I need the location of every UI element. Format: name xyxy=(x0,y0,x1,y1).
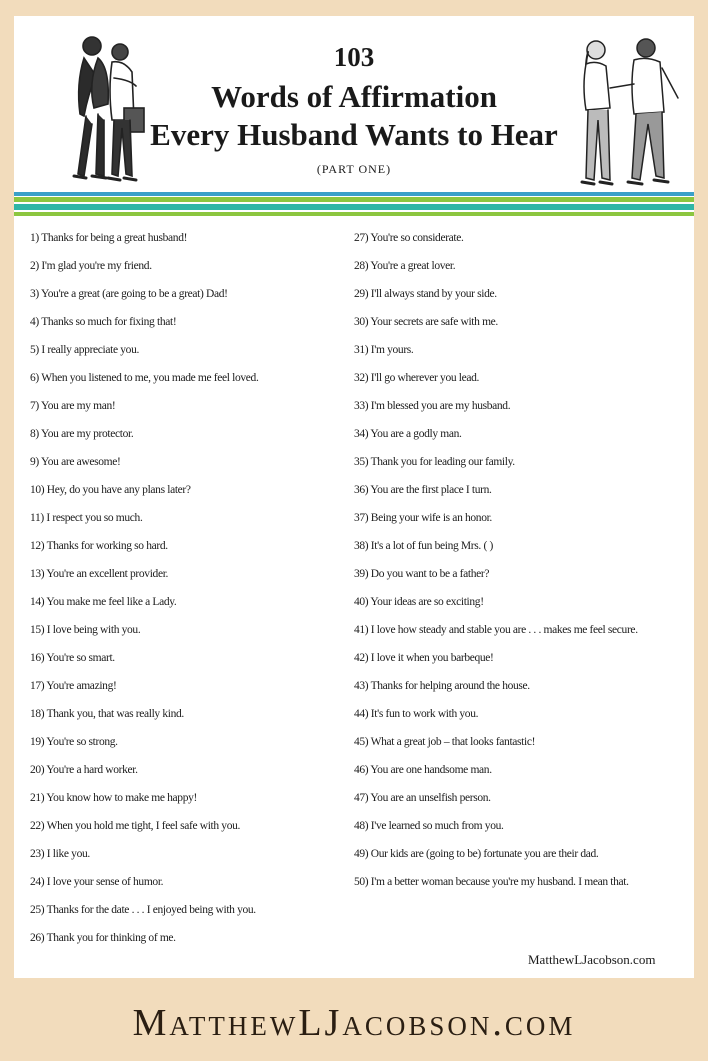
affirmation-item: 2) I'm glad you're my friend. xyxy=(30,260,152,272)
affirmation-item: 23) I like you. xyxy=(30,848,90,860)
affirmation-item: 13) You're an excellent provider. xyxy=(30,568,169,580)
title-line-2: Every Husband Wants to Hear xyxy=(150,117,558,152)
couple-walking-illustration-right xyxy=(566,28,694,196)
title-subtitle: (PART ONE) xyxy=(316,162,392,176)
affirmation-item: 10) Hey, do you have any plans later? xyxy=(30,484,191,496)
stripe-green xyxy=(14,197,694,202)
affirmation-item: 32) I'll go wherever you lead. xyxy=(354,372,480,384)
affirmations-left-column xyxy=(30,228,360,956)
affirmation-card xyxy=(14,16,694,978)
affirmation-item: 18) Thank you, that was really kind. xyxy=(30,708,184,720)
affirmation-item: 38) It's a lot of fun being Mrs. ( ) xyxy=(354,540,493,552)
affirmation-item: 27) You're so considerate. xyxy=(354,232,464,244)
affirmation-item: 44) It's fun to work with you. xyxy=(354,708,479,720)
affirmation-item: 45) What a great job – that looks fantastic! xyxy=(354,736,536,748)
affirmation-item: 37) Being your wife is an honor. xyxy=(354,512,492,524)
affirmation-item: 39) Do you want to be a father? xyxy=(354,568,490,580)
affirmation-item: 34) You are a godly man. xyxy=(354,428,462,440)
stripe-blue xyxy=(14,192,694,196)
affirmation-item: 43) Thanks for helping around the house. xyxy=(354,680,530,692)
website-banner: MatthewLJacobson.com xyxy=(132,1002,576,1044)
affirmation-item: 22) When you hold me tight, I feel safe with you. xyxy=(30,820,241,832)
affirmation-item: 40) Your ideas are so exciting! xyxy=(354,596,484,608)
affirmation-item: 3) You're a great (are going to be a great) Dad! xyxy=(30,288,228,300)
affirmation-item: 26) Thank you for thinking of me. xyxy=(30,932,176,944)
affirmation-item: 31) I'm yours. xyxy=(354,344,414,356)
affirmation-item: 24) I love your sense of humor. xyxy=(30,876,164,888)
affirmations-right-column xyxy=(354,228,694,900)
affirmation-item: 12) Thanks for working so hard. xyxy=(30,540,168,552)
title-number: 103 xyxy=(333,42,375,72)
affirmation-item: 16) You're so smart. xyxy=(30,652,115,664)
affirmation-item: 9) You are awesome! xyxy=(30,456,121,468)
affirmation-item: 6) When you listened to me, you made me feel loved. xyxy=(30,372,259,384)
affirmation-item: 5) I really appreciate you. xyxy=(30,344,140,356)
affirmation-item: 33) I'm blessed you are my husband. xyxy=(354,400,511,412)
header xyxy=(14,16,694,206)
stripe-green-bottom xyxy=(14,212,694,216)
affirmation-item: 14) You make me feel like a Lady. xyxy=(30,596,177,608)
affirmation-item: 21) You know how to make me happy! xyxy=(30,792,197,804)
decorative-stripes xyxy=(14,192,694,218)
affirmation-item: 46) You are one handsome man. xyxy=(354,764,492,776)
affirmation-item: 36) You are the first place I turn. xyxy=(354,484,492,496)
stripe-teal xyxy=(14,204,694,210)
affirmation-item: 17) You're amazing! xyxy=(30,680,117,692)
affirmation-item: 25) Thanks for the date . . . I enjoyed being with you. xyxy=(30,904,256,916)
affirmation-item: 4) Thanks so much for fixing that! xyxy=(30,316,177,328)
affirmation-item: 1) Thanks for being a great husband! xyxy=(30,232,188,244)
affirmation-item: 30) Your secrets are safe with me. xyxy=(354,316,498,328)
website-credit: MatthewLJacobson.com xyxy=(528,952,656,967)
affirmation-item: 48) I've learned so much from you. xyxy=(354,820,504,832)
affirmation-item: 19) You're so strong. xyxy=(30,736,118,748)
affirmation-item: 35) Thank you for leading our family. xyxy=(354,456,515,468)
title-line-1: Words of Affirmation xyxy=(211,79,497,114)
affirmation-item: 15) I love being with you. xyxy=(30,624,141,636)
affirmation-item: 7) You are my man! xyxy=(30,400,116,412)
affirmation-item: 49) Our kids are (going to be) fortunate you are their dad. xyxy=(354,848,599,860)
affirmation-item: 8) You are my protector. xyxy=(30,428,134,440)
affirmation-item: 50) I'm a better woman because you're my husband. I mean that. xyxy=(354,876,629,888)
affirmation-item: 41) I love how steady and stable you are . . . makes me feel secure. xyxy=(354,624,638,636)
affirmation-item: 11) I respect you so much. xyxy=(30,512,143,524)
affirmation-item: 20) You're a hard worker. xyxy=(30,764,138,776)
affirmation-item: 29) I'll always stand by your side. xyxy=(354,288,497,300)
affirmation-item: 47) You are an unselfish person. xyxy=(354,792,491,804)
affirmation-item: 42) I love it when you barbeque! xyxy=(354,652,494,664)
affirmation-item: 28) You're a great lover. xyxy=(354,260,456,272)
